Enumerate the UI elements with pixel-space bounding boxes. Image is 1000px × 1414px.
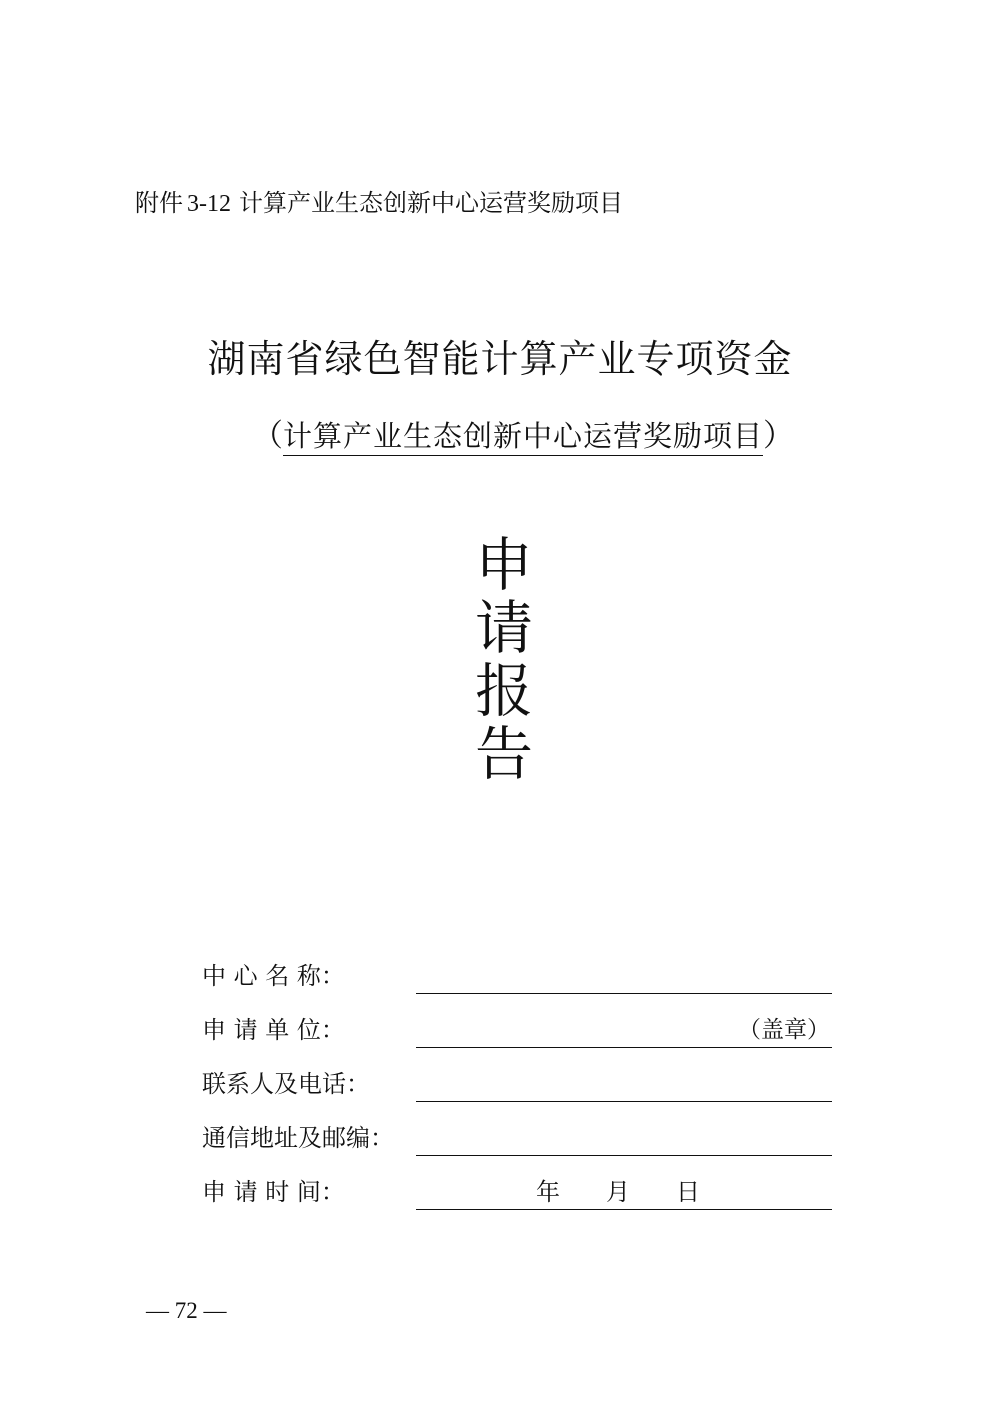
date-year: 年	[536, 1178, 560, 1206]
report-title-char: 报	[474, 657, 533, 725]
center-name-field[interactable]	[416, 959, 832, 994]
date-month: 月	[606, 1178, 630, 1206]
attachment-code: 3-12	[187, 191, 231, 217]
report-title-char: 告	[474, 720, 533, 788]
date-day: 日	[676, 1178, 700, 1206]
contact-field[interactable]	[416, 1067, 832, 1102]
address-field[interactable]	[416, 1121, 832, 1156]
applicant-field[interactable]	[416, 1013, 832, 1048]
contact-label: 联系人及电话：	[202, 1070, 370, 1098]
document-title: 湖南省绿色智能计算产业专项资金	[207, 337, 793, 381]
seal-note: （盖章）	[738, 1017, 830, 1043]
form-row-center-name	[202, 954, 842, 994]
form-row-contact	[202, 1062, 842, 1102]
attachment-title: 计算产业生态创新中心运营奖励项目	[239, 189, 623, 217]
apply-date-field[interactable]	[416, 1175, 832, 1210]
center-name-label: 中 心 名 称：	[202, 962, 345, 990]
attachment-prefix: 附件	[135, 189, 183, 217]
form-row-apply-date	[202, 1170, 842, 1210]
form-row-address	[202, 1116, 842, 1156]
subtitle-open-paren: （	[252, 418, 283, 454]
report-title	[470, 531, 538, 788]
subtitle-close-paren: ）	[763, 418, 795, 454]
apply-date-label: 申 请 时 间：	[202, 1178, 345, 1206]
subtitle-text: 计算产业生态创新中心运营奖励项目	[283, 418, 763, 456]
report-title-char: 请	[474, 594, 533, 662]
page-number: — 72 —	[146, 1298, 227, 1323]
form-row-applicant	[202, 1008, 842, 1048]
applicant-label: 申 请 单 位：	[202, 1016, 345, 1044]
address-label: 通信地址及邮编：	[202, 1124, 394, 1152]
attachment-heading	[135, 186, 623, 221]
report-title-char: 申	[474, 531, 533, 599]
document-subtitle	[252, 416, 794, 456]
